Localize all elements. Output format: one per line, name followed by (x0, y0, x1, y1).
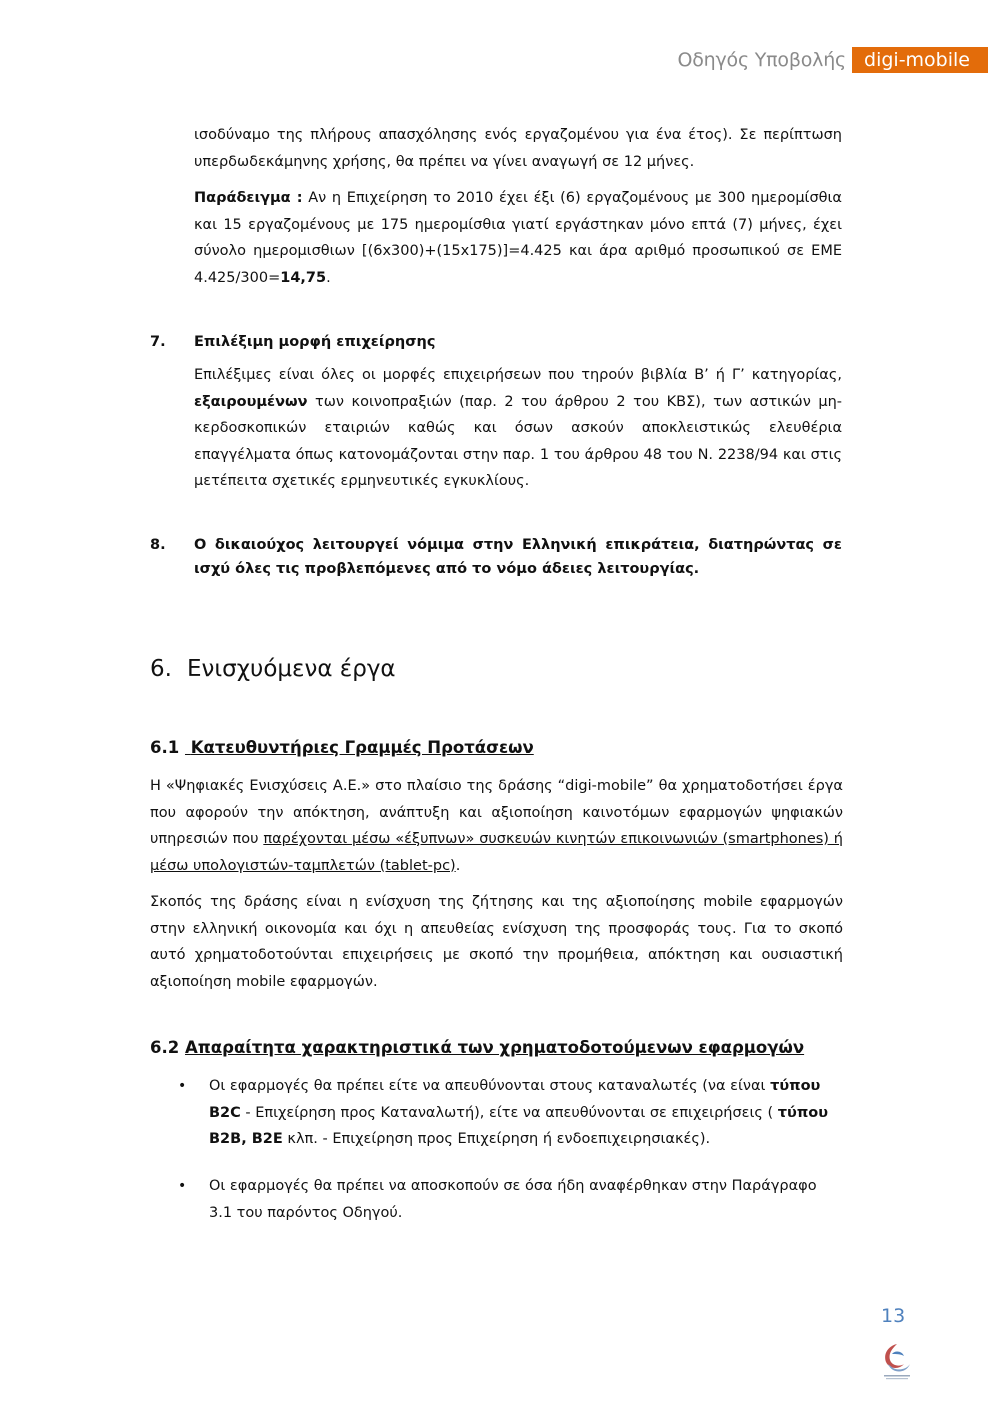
item-7-number: 7. (150, 334, 166, 350)
bullet-2-text: Οι εφαρμογές θα πρέπει να αποσκοπούν σε όσα ήδη αναφέρθηκαν στην Παράγραφο 3.1 του παρόντος Οδηγού. (209, 1178, 817, 1221)
example-label: Παράδειγμα : (194, 190, 303, 206)
company-logo-icon (880, 1342, 914, 1382)
section-6-1-paragraph-1: Η «Ψηφιακές Ενισχύσεις Α.Ε.» στο πλαίσιο της δράσης “digi-mobile” θα χρηματοδοτήσει έργα που αφορούν την απόκτηση, ανάπτυξη και αξιοποίηση καινοτόμων εφαρμογών ψηφιακών υπηρεσιών που παρέχονται μέσω «έξυπνων» συσκευών κινητών επικοινωνιών (smartphones) ή μέσω υπολογιστών-ταμπλετών (tablet-pc). (150, 778, 843, 874)
section-6-2-heading: 6.2 Απαραίτητα χαρακτηριστικά των χρηματοδοτούμενων εφαρμογών (150, 1038, 805, 1057)
item-8-text: Ο δικαιούχος λειτουργεί νόμιμα στην Ελληνική επικράτεια, διατηρώντας σε ισχύ όλες τις προβλεπόμενες από το νόμο άδειες λειτουργίας. (194, 537, 842, 577)
header-title: Οδηγός Υποβολής (677, 49, 847, 71)
example-paragraph: Παράδειγμα : Αν η Επιχείρηση το 2010 έχει έξι (6) εργαζομένους με 300 ημερομίσθια και 15 εργαζομένους με 175 ημερομίσθια γιατί εργάστηκαν μόνο επτά (7) μήνες, έχει σύνολο ημερομισθιων [(6x300)+(15x175)]=4.425 και άρα αριθμό προσωπικού σε ΕΜΕ 4.425/300=14,75. (194, 190, 842, 286)
bullet-icon: • (178, 1078, 187, 1094)
header-badge: digi-mobile (852, 47, 988, 73)
page-number: 13 (881, 1305, 906, 1327)
section-6-heading: 6. Ενισχυόμενα έργα (150, 656, 396, 682)
example-result: 14,75 (280, 269, 327, 286)
bullet-icon: • (178, 1178, 187, 1194)
item-7-paragraph: Επιλέξιμες είναι όλες οι μορφές επιχειρήσεων που τηρούν βιβλία Β’ ή Γ’ κατηγορίας, εξαιρουμένων των κοινοπραξιών (παρ. 2 του άρθρου 2 του ΚΒΣ), των αστικών μη-κερδοσκοπικών εταιριών καθώς και όσων ασκούν αποκλειστικώς ελευθέρια επαγγέλματα όπως κατονομάζονται στην παρ. 1 του άρθρου 48 του Ν. 2238/94 και στις μετέπειτα σχετικές ερμηνευτικές εγκυκλίους. (194, 367, 842, 489)
page-header (677, 47, 988, 73)
item-7-title: Επιλέξιμη μορφή επιχείρησης (194, 334, 436, 350)
section-6-1-heading: 6.1 Κατευθυντήριες Γραμμές Προτάσεων (150, 738, 534, 757)
bullet-1-text: Οι εφαρμογές θα πρέπει είτε να απευθύνονται στους καταναλωτές (να είναι τύπου B2C - Επιχείρηση προς Καταναλωτή), είτε να απευθύνονται σε επιχειρήσεις ( τύπου B2B, B2E κλπ. - Επιχείρηση προς Επιχείρηση ή ενδοεπιχειρησιακές). (209, 1078, 829, 1147)
section-6-1-paragraph-2: Σκοπός της δράσης είναι η ενίσχυση της ζήτησης και της αξιοποίησης mobile εφαρμογών στην ελληνική οικονομία και όχι η απευθείας ενίσχυση της προσφοράς τους. Για το σκοπό αυτό χρηματοδοτούνται επιχειρήσεις με σκοπό την προμήθεια, απόκτηση και ουσιαστική αξιοποίηση mobile εφαρμογών. (150, 894, 843, 990)
item-8-number: 8. (150, 537, 166, 553)
top-paragraph: ισοδύναμο της πλήρους απασχόλησης ενός εργαζομένου για ένα έτος). Σε περίπτωση υπερδωδεκάμηνης χρήσης, θα πρέπει να γίνει αναγωγή σε 12 μήνες. (194, 127, 842, 170)
